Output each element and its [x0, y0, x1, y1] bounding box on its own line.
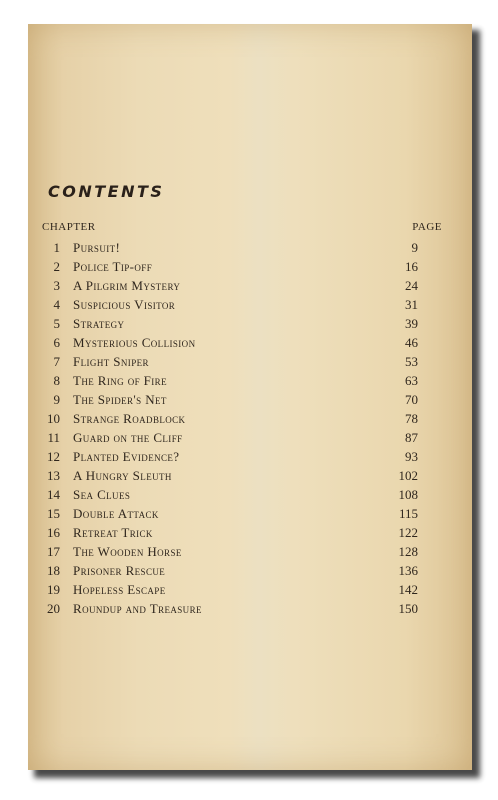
page-column-label: PAGE [412, 221, 442, 233]
chapter-number: 17 [47, 544, 60, 559]
chapter-title: The Wooden Horse [73, 544, 182, 559]
chapter-title: A Hungry Sleuth [73, 468, 172, 483]
toc-entry [38, 238, 418, 257]
chapter-number: 19 [47, 582, 60, 597]
page-number: 31 [405, 297, 418, 312]
page-number: 46 [405, 335, 418, 350]
chapter-number: 7 [53, 354, 60, 369]
page-number: 128 [398, 544, 418, 559]
page-number: 53 [405, 354, 418, 369]
toc-list [38, 238, 418, 618]
toc-entry [38, 409, 418, 428]
page-number: 9 [411, 240, 418, 255]
chapter-title: Sea Clues [73, 487, 131, 502]
chapter-number: 15 [47, 506, 60, 521]
chapter-number: 13 [47, 468, 60, 483]
chapter-title: Mysterious Collision [73, 335, 196, 350]
toc-entry [38, 314, 418, 333]
chapter-title: Double Attack [73, 506, 159, 521]
toc-entry [38, 371, 418, 390]
page-number: 108 [398, 487, 418, 502]
chapter-number: 8 [53, 373, 60, 388]
toc-entry [38, 352, 418, 371]
toc-entry [38, 485, 418, 504]
chapter-number: 1 [53, 240, 60, 255]
chapter-number: 11 [47, 430, 60, 445]
page-number: 63 [405, 373, 418, 388]
chapter-title: A Pilgrim Mystery [73, 278, 181, 293]
chapter-number: 2 [53, 259, 60, 274]
page-number: 78 [405, 411, 418, 426]
chapter-title: Police Tip-off [73, 259, 153, 274]
chapter-title: The Ring of Fire [73, 373, 167, 388]
page-number: 150 [398, 601, 418, 616]
page-number: 115 [398, 506, 418, 521]
chapter-title: Guard on the Cliff [73, 430, 183, 445]
page-number: 122 [398, 525, 418, 540]
toc-entry [38, 333, 418, 352]
toc-entry [38, 542, 418, 561]
chapter-title: Roundup and Treasure [73, 601, 202, 616]
page-number: 93 [405, 449, 418, 464]
chapter-number: 6 [53, 335, 60, 350]
chapter-title: Strategy [73, 316, 125, 331]
toc-entry [38, 447, 418, 466]
chapter-column-label: CHAPTER [42, 221, 96, 233]
page-number: 16 [405, 259, 418, 274]
page-number: 102 [398, 468, 418, 483]
chapter-title: The Spider's Net [73, 392, 167, 407]
chapter-number: 18 [47, 563, 60, 578]
chapter-title: Retreat Trick [73, 525, 153, 540]
chapter-number: 9 [53, 392, 60, 407]
toc-entry [38, 561, 418, 580]
chapter-title: Prisoner Rescue [73, 563, 166, 578]
toc-entry [38, 295, 418, 314]
chapter-title: Strange Roadblock [73, 411, 186, 426]
chapter-title: Hopeless Escape [73, 582, 166, 597]
page-number: 87 [405, 430, 418, 445]
page-number: 24 [405, 278, 418, 293]
page-number: 142 [398, 582, 418, 597]
chapter-title: Planted Evidence? [73, 449, 180, 464]
toc-entry [38, 599, 418, 618]
chapter-number: 20 [47, 601, 60, 616]
toc-entry [38, 428, 418, 447]
chapter-number: 3 [53, 278, 60, 293]
chapter-number: 14 [47, 487, 60, 502]
toc-entry [38, 523, 418, 542]
contents-heading: CONTENTS [48, 182, 165, 201]
toc-entry [38, 466, 418, 485]
toc-entry [38, 390, 418, 409]
book-page [28, 24, 472, 770]
toc-entry [38, 580, 418, 599]
page-number: 70 [405, 392, 418, 407]
chapter-title: Pursuit! [73, 240, 121, 255]
chapter-number: 10 [47, 411, 60, 426]
page-number: 39 [405, 316, 418, 331]
chapter-number: 4 [53, 297, 60, 312]
chapter-number: 12 [47, 449, 60, 464]
chapter-title: Flight Sniper [73, 354, 149, 369]
toc-entry [38, 276, 418, 295]
toc-entry [38, 257, 418, 276]
page-number: 136 [398, 563, 418, 578]
toc-entry [38, 504, 418, 523]
chapter-number: 5 [53, 316, 60, 331]
chapter-number: 16 [47, 525, 60, 540]
chapter-title: Suspicious Visitor [73, 297, 176, 312]
